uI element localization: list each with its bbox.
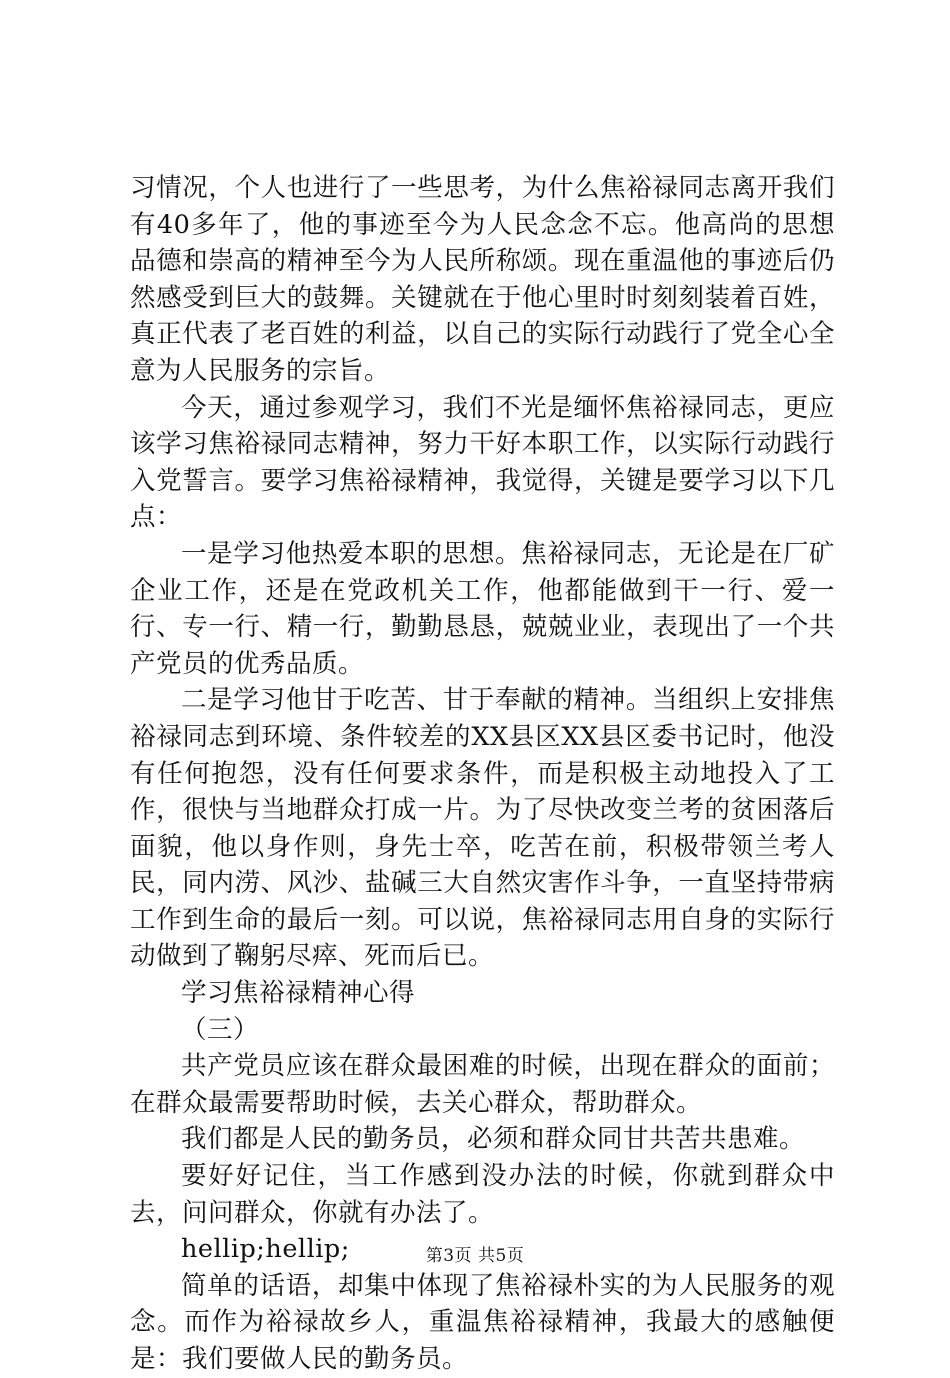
paragraph-continuation: 习情况，个人也进行了一些思考，为什么焦裕禄同志离开我们有40多年了，他的事迹至今为人民念念不忘。他高尚的思想品德和崇高的精神至今为人民所称颂。现在重温他的事迹后仍然感受到巨大的鼓舞。关键就在于他心里时时刻刻装着百姓，真正代表了老百姓的利益，以自己的实际行动践行了党全心全意为人民服务的宗旨。 [130, 173, 835, 386]
paragraph-today-visit: 今天，通过参观学习，我们不光是缅怀焦裕禄同志，更应该学习焦裕禄同志精神，努力干好本职工作，以实际行动践行入党誓言。要学习焦裕禄精神，我觉得，关键是要学习以下几点： [130, 392, 835, 533]
paragraph-conclusion: 简单的话语，却集中体现了焦裕禄朴实的为人民服务的观念。而作为裕禄故乡人，重温焦裕禄精神，我最大的感触便是：我们要做人民的勤务员。 [130, 1270, 835, 1374]
paragraph-ellipsis: hellip;hellip; [181, 1234, 350, 1265]
page-number-footer: 第3页 共5页 [425, 1246, 525, 1266]
section-title: 学习焦裕禄精神心得 [181, 978, 416, 1009]
paragraph-point-one: 一是学习他热爱本职的思想。焦裕禄同志，无论是在厂矿企业工作，还是在党政机关工作，他都能做到干一行、爱一行、专一行、精一行，勤勤恳恳，兢兢业业，表现出了一个共产党员的优秀品质。 [130, 538, 835, 679]
paragraph-quote-one: 共产党员应该在群众最困难的时候，出现在群众的面前；在群众最需要帮助时候，去关心群众，帮助群众。 [130, 1051, 835, 1118]
paragraph-quote-two: 我们都是人民的勤务员，必须和群众同甘共苦共患难。 [181, 1124, 806, 1155]
paragraph-point-two: 二是学习他甘于吃苦、甘于奉献的精神。当组织上安排焦裕禄同志到环境、条件较差的XX县区XX县区委书记时，他没有任何抱怨，没有任何要求条件，而是积极主动地投入了工作，很快与当地群众打成一片。为了尽快改变兰考的贫困落后面貌，他以身作则，身先士卒，吃苦在前，积极带领兰考人民，同内涝、风沙、盐碱三大自然灾害作斗争，一直坚持带病工作到生命的最后一刻。可以说，焦裕禄同志用自身的实际行动做到了鞠躬尽瘁、死而后已。 [130, 685, 835, 972]
section-number: （三） [181, 1014, 260, 1045]
document-body [130, 170, 835, 1378]
paragraph-quote-three: 要好好记住，当工作感到没办法的时候，你就到群众中去，问问群众，你就有办法了。 [130, 1161, 835, 1228]
